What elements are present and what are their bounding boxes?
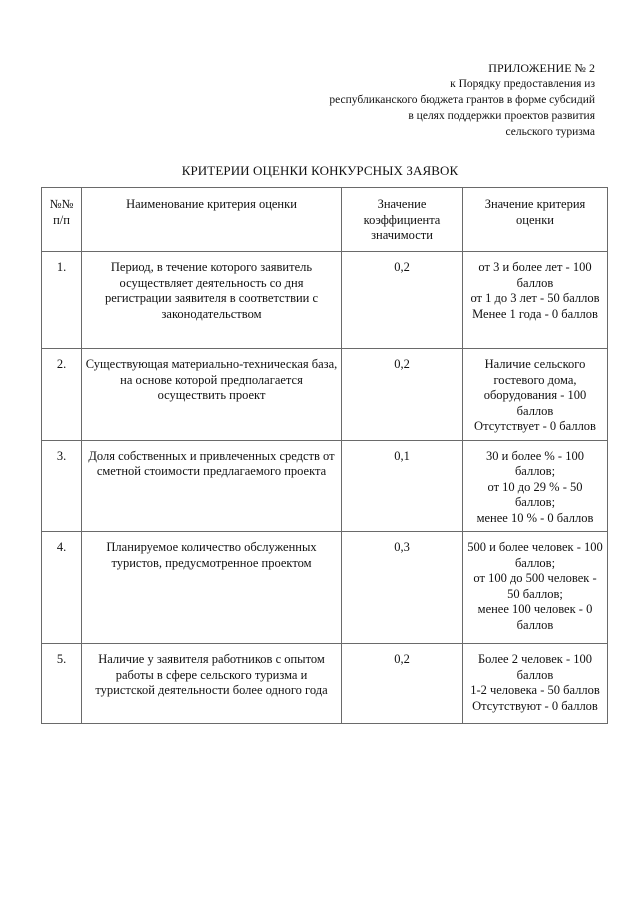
- cell-coefficient: 0,2: [342, 252, 463, 349]
- cell-criterion-name: Период, в течение которого заявитель осуществляет деятельность со дня регистрации заявителя в соответствии с законодательством: [82, 252, 342, 349]
- cell-coefficient: 0,2: [342, 644, 463, 724]
- header-coefficient: Значение коэффициента значимости: [342, 188, 463, 252]
- table-row: [42, 440, 608, 532]
- table-row: [42, 252, 608, 349]
- cell-coefficient: 0,3: [342, 532, 463, 644]
- cell-number: 4.: [42, 532, 82, 644]
- header-criterion-name: Наименование критерия оценки: [82, 188, 342, 252]
- cell-number: 5.: [42, 644, 82, 724]
- cell-criterion-value: Более 2 человек - 100 баллов 1-2 человека - 50 баллов Отсутствуют - 0 баллов: [463, 644, 608, 724]
- annex-line: в целях поддержки проектов развития: [408, 110, 595, 122]
- cell-coefficient: 0,1: [342, 440, 463, 532]
- cell-coefficient: 0,2: [342, 349, 463, 441]
- header-number: №№ п/п: [42, 188, 82, 252]
- cell-criterion-value: Наличие сельского гостевого дома, оборудования - 100 баллов Отсутствует - 0 баллов: [463, 349, 608, 441]
- cell-criterion-name: Наличие у заявителя работников с опытом работы в сфере сельского туризма и туристской деятельности более одного года: [82, 644, 342, 724]
- cell-criterion-value: от 3 и более лет - 100 баллов от 1 до 3 лет - 50 баллов Менее 1 года - 0 баллов: [463, 252, 608, 349]
- cell-number: 3.: [42, 440, 82, 532]
- cell-criterion-name: Доля собственных и привлеченных средств от сметной стоимости предлагаемого проекта: [82, 440, 342, 532]
- cell-criterion-value: 30 и более % - 100 баллов; от 10 до 29 % - 50 баллов; менее 10 % - 0 баллов: [463, 440, 608, 532]
- table-row: [42, 532, 608, 644]
- document-title: КРИТЕРИИ ОЦЕНКИ КОНКУРСНЫХ ЗАЯВОК: [181, 163, 459, 178]
- annex-line: сельского туризма: [505, 126, 595, 138]
- table-header-row: [42, 188, 608, 252]
- cell-criterion-value: 500 и более человек - 100 баллов; от 100 до 500 человек - 50 баллов; менее 100 человек - 0 баллов: [463, 532, 608, 644]
- criteria-table: [41, 187, 608, 724]
- annex-line: к Порядку предоставления из: [450, 78, 595, 90]
- cell-number: 1.: [42, 252, 82, 349]
- table-row: [42, 349, 608, 441]
- annex-header: [275, 60, 595, 140]
- cell-criterion-name: Планируемое количество обслуженных туристов, предусмотренное проектом: [82, 532, 342, 644]
- cell-criterion-name: Существующая материально-техническая база, на основе которой предполагается осуществить проект: [82, 349, 342, 441]
- cell-number: 2.: [42, 349, 82, 441]
- header-criterion-value: Значение критерия оценки: [463, 188, 608, 252]
- annex-line: республиканского бюджета грантов в форме субсидий: [329, 94, 595, 106]
- annex-title: ПРИЛОЖЕНИЕ № 2: [488, 61, 595, 75]
- table-row: [42, 644, 608, 724]
